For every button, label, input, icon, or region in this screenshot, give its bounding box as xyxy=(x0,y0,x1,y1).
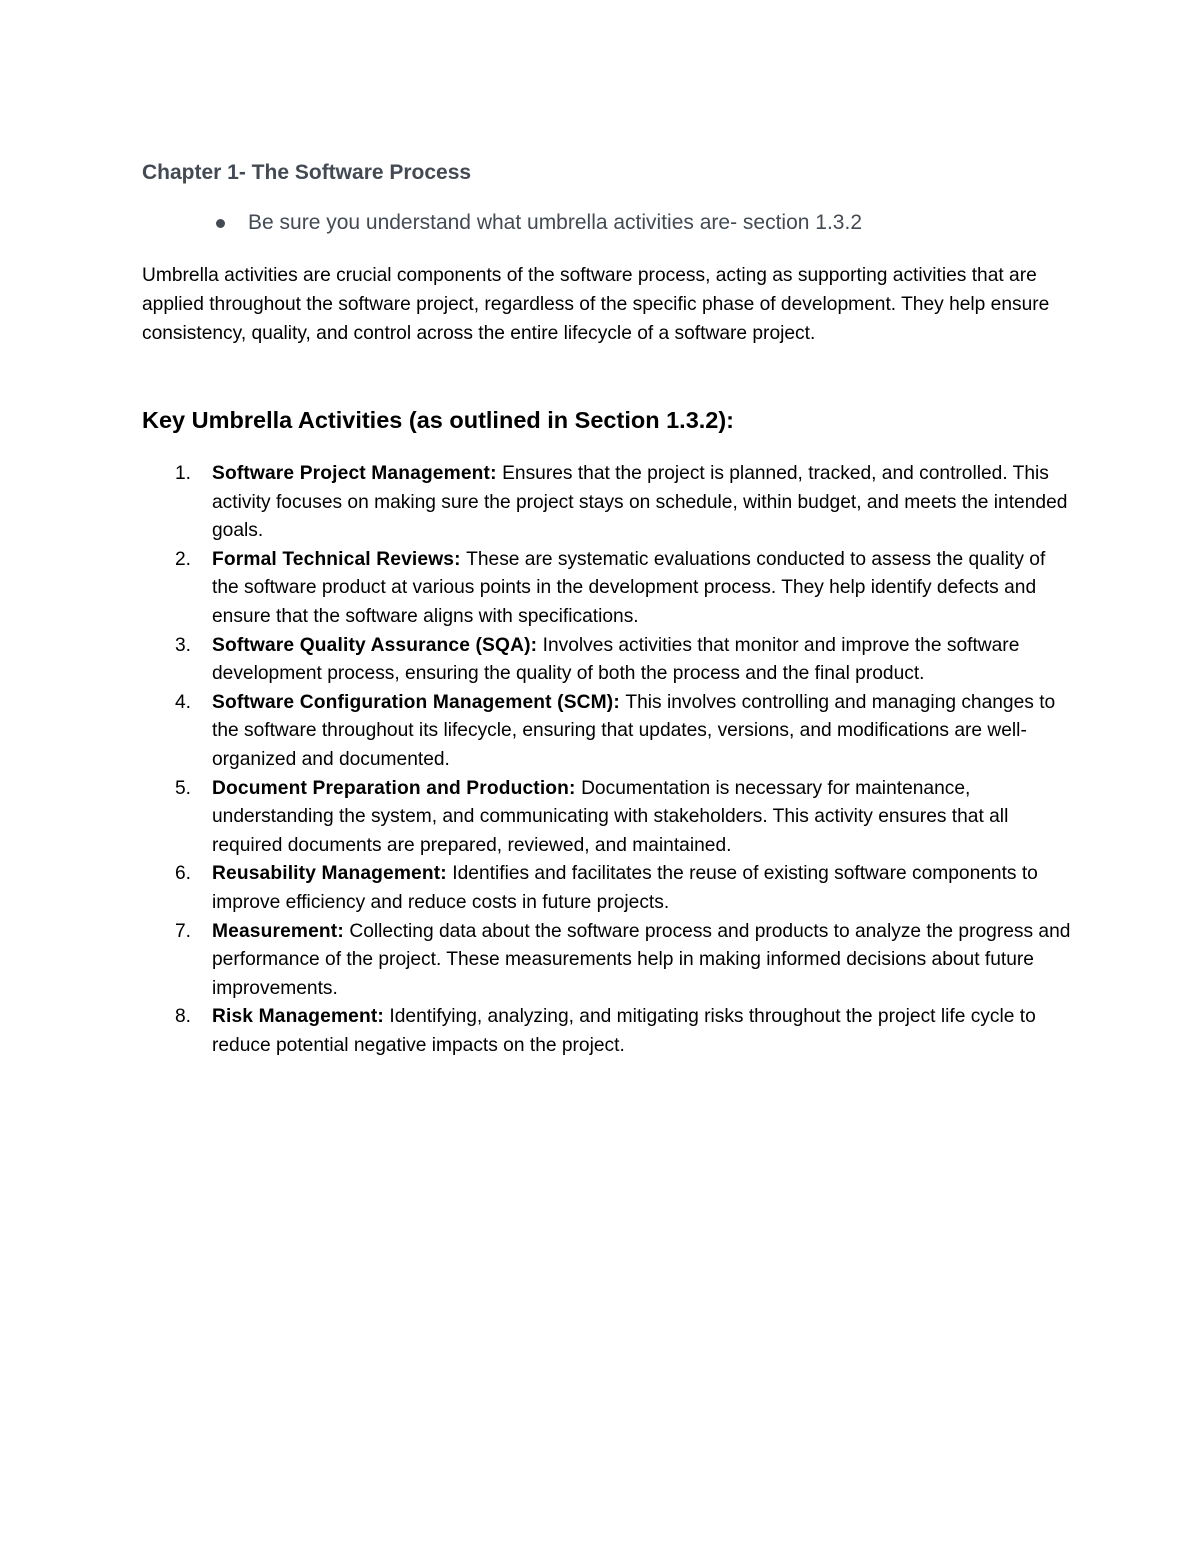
activity-name: Measurement: xyxy=(212,920,350,942)
activity-description: These are systematic evaluations conducted to assess the quality of the software product at various points in the development process. They help identify defects and ensure that the software aligns with specifications. xyxy=(212,548,1046,627)
activity-number: 4. xyxy=(175,691,192,713)
chapter-title: Chapter 1- The Software Process xyxy=(142,161,472,184)
activity-description: Identifying, analyzing, and mitigating risks throughout the project life cycle to reduce potential negative impacts on the project. xyxy=(212,1006,1036,1056)
activity-name: Reusability Management: xyxy=(212,863,453,885)
activity-description: Collecting data about the software process and products to analyze the progress and performance of the project. These measurements help in making informed decisions about future improvements. xyxy=(212,920,1071,999)
activity-item xyxy=(142,860,1072,917)
activity-name: Software Project Management: xyxy=(212,463,503,484)
activity-item xyxy=(142,918,1072,1004)
activity-number: 1. xyxy=(175,463,192,484)
activity-number: 3. xyxy=(175,634,192,656)
activity-name: Document Preparation and Production: xyxy=(212,777,582,799)
activity-name: Software Quality Assurance (SQA): xyxy=(212,634,543,656)
activity-number: 5. xyxy=(175,777,192,799)
activity-description: Involves activities that monitor and improve the software development process, ensuring the quality of both the process and the final product. xyxy=(212,634,1020,685)
activity-description: Documentation is necessary for maintenance, understanding the system, and communicating with stakeholders. This activity ensures that all required documents are prepared, reviewed, and maintained. xyxy=(212,777,1009,856)
activity-description: This involves controlling and managing changes to the software throughout its lifecycle, ensuring that updates, versions, and modifications are well-organized and documented. xyxy=(212,691,1056,770)
activity-item xyxy=(142,460,1072,546)
section-heading: Key Umbrella Activities (as outlined in Section 1.3.2): xyxy=(142,407,735,433)
bullet-text: Be sure you understand what umbrella activities are- section 1.3.2 xyxy=(248,211,862,234)
activity-item xyxy=(142,632,1072,689)
study-bullet xyxy=(142,208,1082,238)
activity-description: Identifies and facilitates the reuse of existing software components to improve efficiency and reduce costs in future projects. xyxy=(212,863,1038,913)
activity-number: 2. xyxy=(175,548,192,570)
bullet-dot-icon xyxy=(216,219,225,228)
activity-item xyxy=(142,689,1072,775)
activity-name: Software Configuration Management (SCM): xyxy=(212,691,626,713)
activity-description: Ensures that the project is planned, tracked, and controlled. This activity focuses on making sure the project stays on schedule, within budget, and meets the intended goals. xyxy=(212,463,1068,542)
activity-number: 7. xyxy=(175,920,192,942)
activity-number: 8. xyxy=(175,1006,192,1028)
intro-paragraph: Umbrella activities are crucial components of the software process, acting as supporting activities that are applied throughout the software project, regardless of the specific phase of development. They help ensure consistency, quality, and control across the entire lifecycle of a software project. xyxy=(142,265,1050,344)
activity-number: 6. xyxy=(175,863,192,885)
activity-name: Risk Management: xyxy=(212,1006,390,1028)
activities-list xyxy=(142,460,1072,1060)
activity-item xyxy=(142,546,1072,632)
activity-item xyxy=(142,775,1072,861)
activity-item xyxy=(142,1003,1072,1060)
activity-name: Formal Technical Reviews: xyxy=(212,548,467,570)
